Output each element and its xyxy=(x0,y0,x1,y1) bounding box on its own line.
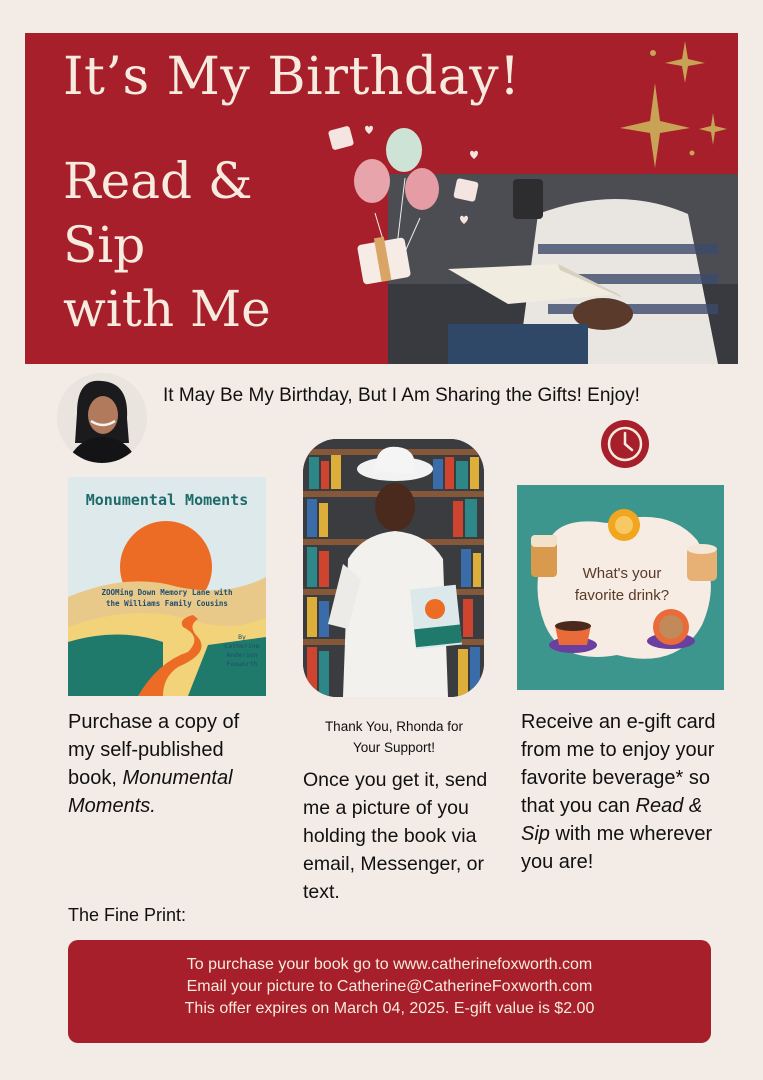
gift-text-1: Receive an e-gift card from me to enjoy your favorite beverage* so that you can xyxy=(521,711,716,817)
book-author xyxy=(218,633,266,669)
drink-card xyxy=(517,485,724,690)
clock-icon xyxy=(600,419,650,469)
drink-prompt-line-1: What's your xyxy=(582,565,662,582)
book-name-emphasis: Monumental Moments. xyxy=(68,767,233,817)
fine-print-label: The Fine Print: xyxy=(68,905,187,925)
supporter-illustration xyxy=(303,439,484,697)
thanks-note xyxy=(296,716,492,758)
gift-instructions xyxy=(521,708,721,876)
book-author-line-3: Anderson xyxy=(226,651,258,659)
drink-prompt xyxy=(557,563,687,607)
picture-instructions: Once you get it, send me a picture of you holding the book via email, Messenger, or text. xyxy=(303,769,488,903)
book-title: Monumental Moments xyxy=(85,491,249,509)
banner-subtitle-line-2: Sip xyxy=(63,216,146,274)
thanks-line-2: Your Support! xyxy=(352,740,436,755)
fine-print-box xyxy=(68,940,711,1043)
balloon-gift-icon xyxy=(320,123,490,293)
purchase-instructions xyxy=(68,708,268,820)
read-sip-emphasis: Read & Sip xyxy=(521,795,703,845)
book-author-line-1: By xyxy=(238,633,246,641)
avatar-portrait xyxy=(57,373,147,463)
purchase-text: Purchase a copy of my self-published book, xyxy=(68,711,240,789)
book-subtitle-line-1: ZOOMing Down Memory Lane with xyxy=(101,588,233,597)
drink-prompt-line-2: favorite drink? xyxy=(574,587,670,604)
tagline: It May Be My Birthday, But I Am Sharing the Gifts! Enjoy! xyxy=(163,385,640,406)
supporter-photo xyxy=(303,439,484,697)
header-banner xyxy=(25,33,738,364)
banner-title: It’s My Birthday! xyxy=(63,47,521,107)
banner-subtitle-line-1: Read & xyxy=(63,152,253,210)
thanks-line-1: Thank You, Rhonda for xyxy=(324,719,464,734)
book-subtitle-line-2: the Williams Family Cousins xyxy=(106,599,228,608)
footer-line-2: Email your picture to Catherine@CatherineFoxworth.com xyxy=(186,978,593,995)
footer-line-3: This offer expires on March 04, 2025. E-gift value is $2.00 xyxy=(184,1000,595,1017)
book-subtitle xyxy=(78,587,256,609)
banner-subtitle-line-3: with Me xyxy=(63,280,271,338)
gift-text-2: with me wherever you are! xyxy=(521,823,713,873)
coffee-cup-icon xyxy=(531,535,557,577)
banner-subtitle xyxy=(63,149,271,341)
book-author-line-4: Foxworth xyxy=(226,660,258,668)
book-author-line-2: Catherine xyxy=(224,642,260,650)
footer-line-1: To purchase your book go to www.catherinefoxworth.com xyxy=(186,956,593,973)
sparkle-icon xyxy=(580,33,738,178)
book-cover xyxy=(68,477,266,696)
avatar xyxy=(57,373,147,463)
